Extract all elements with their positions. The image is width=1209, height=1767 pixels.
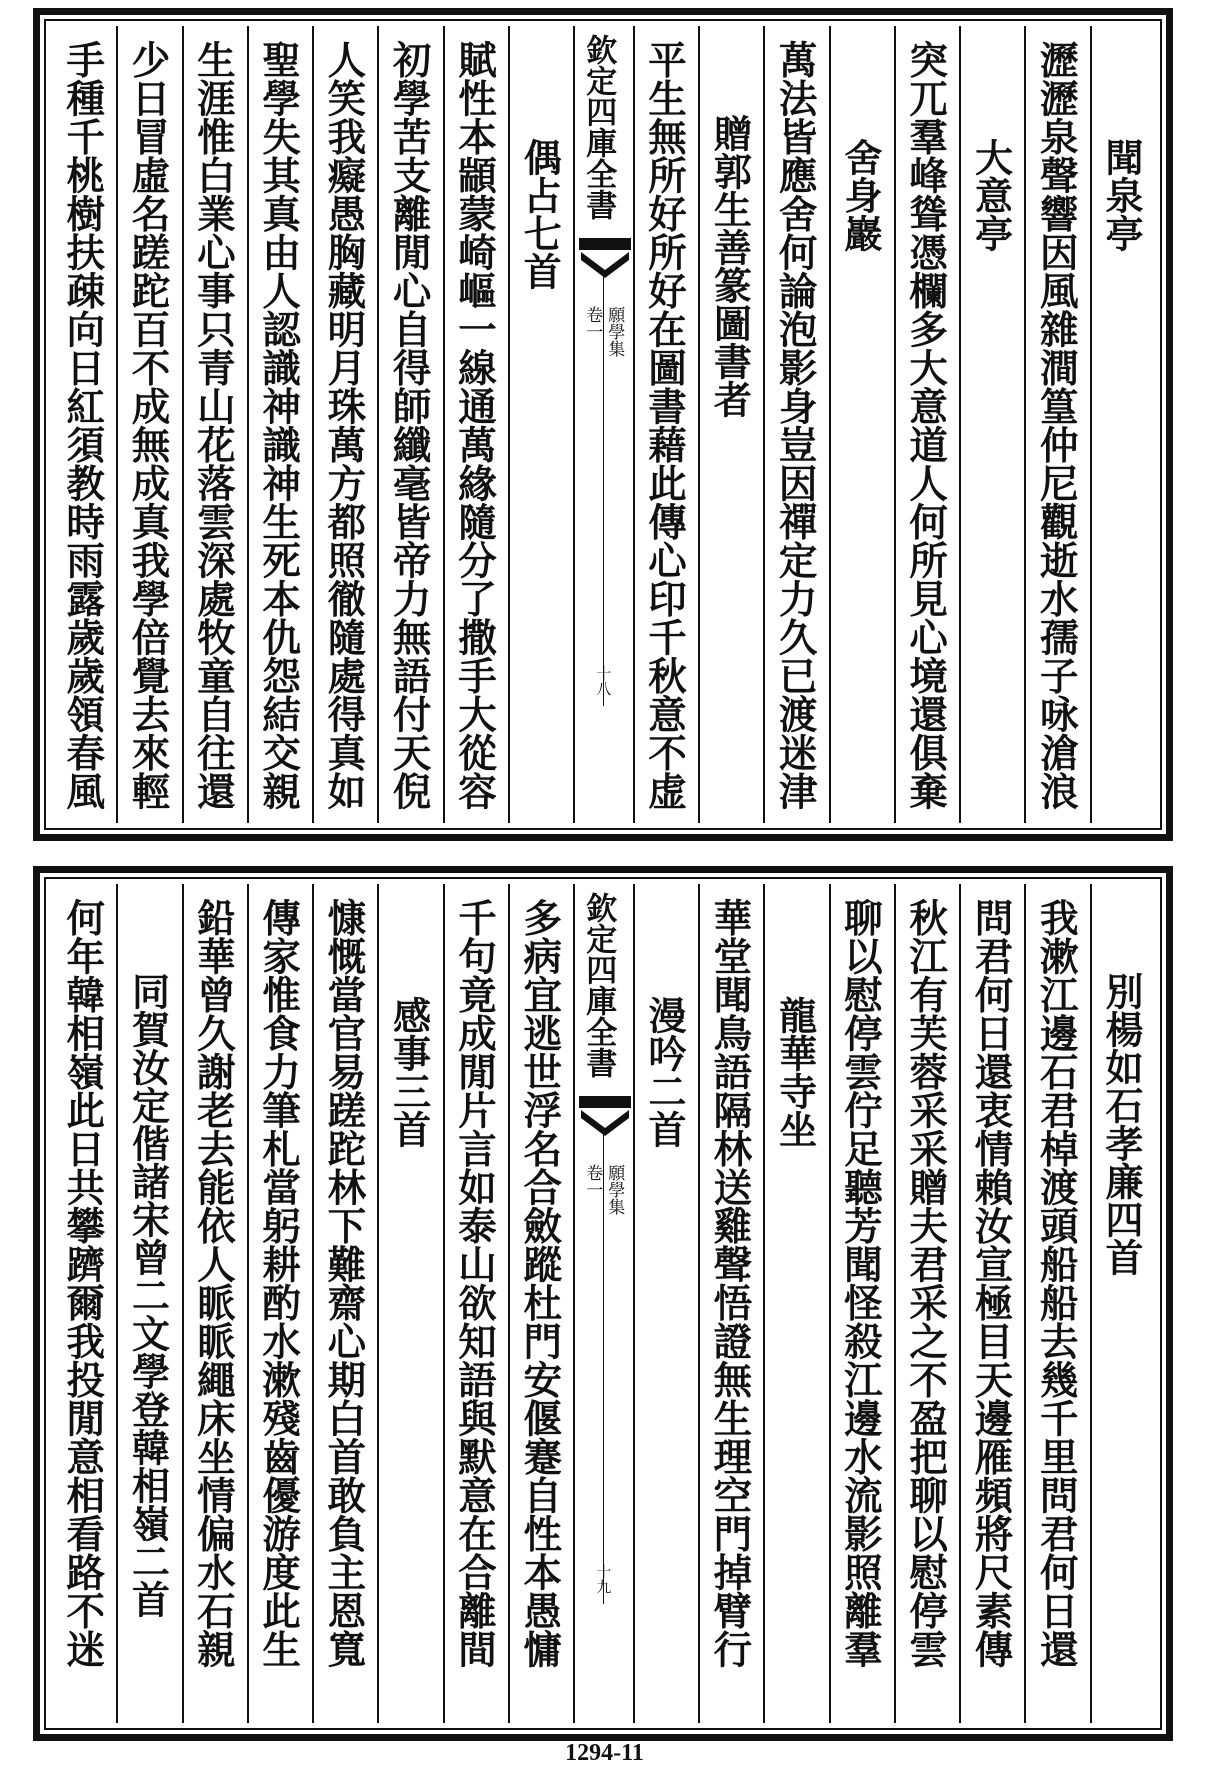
top-verse-line: 平生無所好所好在圖書藉此傳心印千秋意不虚 [642, 40, 688, 810]
top-poem-title: 聞泉亭 [1099, 138, 1144, 252]
top-verse-line: 萬法皆應舍何論泡影身豈因禪定力久已渡迷津 [772, 40, 818, 810]
bottom-page-frame [33, 866, 1173, 1741]
top-verse-line: 生涯惟白業心事只青山花落雲深處牧童自往還 [190, 40, 236, 810]
top-verse-line: 人笑我癡愚胸藏明月珠萬方都照徹隨處得真如 [321, 40, 367, 810]
bottom-column-12 [377, 884, 442, 1723]
bottom-verse-line: 問君何日還衷情賴汝宣極目天邊雁頻將尺素傳 [968, 898, 1014, 1668]
bottom-verse-line: 華堂聞鳥語隔林送雞聲悟證無生理空門掉臂行 [707, 898, 753, 1668]
top-page-frame [33, 8, 1173, 841]
bottom-poem-title: 同賀汝定偕諸宋曾二文學登韓相嶺二首 [125, 972, 171, 1618]
bottom-verse-line: 千句竟成閒片言如泰山欲知語與默意在合離間 [451, 898, 497, 1668]
bottom-poem-title: 龍華寺坐 [772, 996, 818, 1148]
bottom-spine-header: 欽定四庫全書 [580, 892, 617, 1078]
top-column-17 [51, 26, 116, 823]
top-verse-line: 手種千桃樹扶疎向日紅須教時雨露歲歲領春風 [60, 40, 106, 810]
top-verse-line: 賦性本顓蒙崎嶇一線通萬緣隨分了撒手大從容 [451, 40, 497, 810]
top-spine-volume: 卷一 [582, 306, 603, 340]
top-spine [573, 26, 633, 823]
bottom-verse-line: 我漱江邊石君棹渡頭船船去幾千里問君何日還 [1033, 898, 1079, 1668]
bottom-verse-line: 慷慨當官易蹉跎林下難齋心期白首敢負主恩寬 [321, 898, 367, 1668]
bottom-verse-line: 鉛華曾久謝老去能依人眽眽繩床坐情偏水石親 [190, 898, 236, 1668]
bottom-spine [573, 884, 633, 1723]
bottom-spine-volume: 卷一 [582, 1164, 603, 1198]
top-column-5 [829, 26, 894, 823]
bottom-column-10 [508, 884, 573, 1723]
bottom-verse-line: 何年韓相嶺此日共攀躋爾我投閒意相看路不迷 [60, 898, 106, 1668]
bottom-spine-page-number: 十九 [594, 1564, 613, 1594]
top-verse-line: 突兀羣峰聳憑欄多大意道人何所見心境還俱棄 [903, 40, 949, 810]
top-verse-line: 初學苦支離閒心自得師纖毫皆帝力無語付天倪 [386, 40, 432, 810]
top-column-3 [959, 26, 1024, 823]
top-column-13 [312, 26, 377, 823]
bottom-column-15 [182, 884, 247, 1723]
bottom-column-11 [443, 884, 508, 1723]
bottom-poem-title: 別楊如石孝廉四首 [1099, 972, 1144, 1276]
bottom-verse-line: 多病宜逃世浮名合斂蹤杜門安偃蹇自性本愚慵 [517, 898, 563, 1668]
top-spine-header: 欽定四庫全書 [580, 34, 617, 220]
top-verse-line: 瀝瀝泉聲響因風雜澗篁仲尼觀逝水孺子咏滄浪 [1033, 40, 1079, 810]
top-verse-line: 聖學失其真由人認識神識神生死本仇怨結交親 [256, 40, 302, 810]
top-column-14 [247, 26, 312, 823]
top-spine-page-number: 十八 [594, 666, 613, 696]
bottom-column-17 [51, 884, 116, 1723]
bottom-column-1 [1090, 884, 1155, 1723]
top-page-columns [51, 26, 1155, 823]
bottom-column-14 [247, 884, 312, 1723]
bottom-column-16 [116, 884, 181, 1723]
bottom-page-columns [51, 884, 1155, 1723]
bottom-spine-book-info [581, 1164, 625, 1215]
top-poem-title: 贈郭生善篆圖書者 [707, 114, 753, 418]
bottom-column-5 [829, 884, 894, 1723]
bottom-verse-line: 秋江有芙蓉采采贈夫君采之不盈把聊以慰停雲 [903, 898, 949, 1668]
top-column-6 [763, 26, 828, 823]
bottom-column-6 [763, 884, 828, 1723]
bottom-column-4 [894, 884, 959, 1723]
top-column-2 [1024, 26, 1089, 823]
top-poem-title: 大意亭 [968, 138, 1014, 252]
top-fish-tail-mark-icon [579, 238, 631, 278]
bottom-verse-line: 傳家惟食力筆札當躬耕酌水漱殘齒優游度此生 [256, 898, 302, 1668]
top-poem-title: 偶占七首 [517, 138, 563, 290]
top-spine-book-info [581, 306, 625, 357]
bottom-verse-line: 聊以慰停雲佇足聽芳聞怪殺江邊水流影照離羣 [837, 898, 883, 1668]
top-column-11 [443, 26, 508, 823]
top-column-7 [698, 26, 763, 823]
top-poem-title: 舍身巖 [837, 138, 883, 252]
bottom-column-13 [312, 884, 377, 1723]
page-footer-label: 1294-11 [565, 1740, 644, 1766]
top-column-16 [116, 26, 181, 823]
bottom-spine-book-title: 願學集 [604, 1164, 625, 1215]
bottom-column-3 [959, 884, 1024, 1723]
top-column-4 [894, 26, 959, 823]
bottom-column-8 [633, 884, 698, 1723]
top-spine-book-title: 願學集 [604, 306, 625, 357]
bottom-fish-tail-mark-icon [579, 1096, 631, 1136]
top-column-1 [1090, 26, 1155, 823]
top-column-12 [377, 26, 442, 823]
bottom-column-2 [1024, 884, 1089, 1723]
bottom-poem-title: 漫吟二首 [642, 996, 688, 1148]
top-column-8 [633, 26, 698, 823]
bottom-column-7 [698, 884, 763, 1723]
bottom-poem-title: 感事三首 [386, 996, 432, 1148]
top-verse-line: 少日冒虛名蹉跎百不成無成真我學倍覺去來輕 [125, 40, 171, 810]
top-column-15 [182, 26, 247, 823]
top-column-10 [508, 26, 573, 823]
